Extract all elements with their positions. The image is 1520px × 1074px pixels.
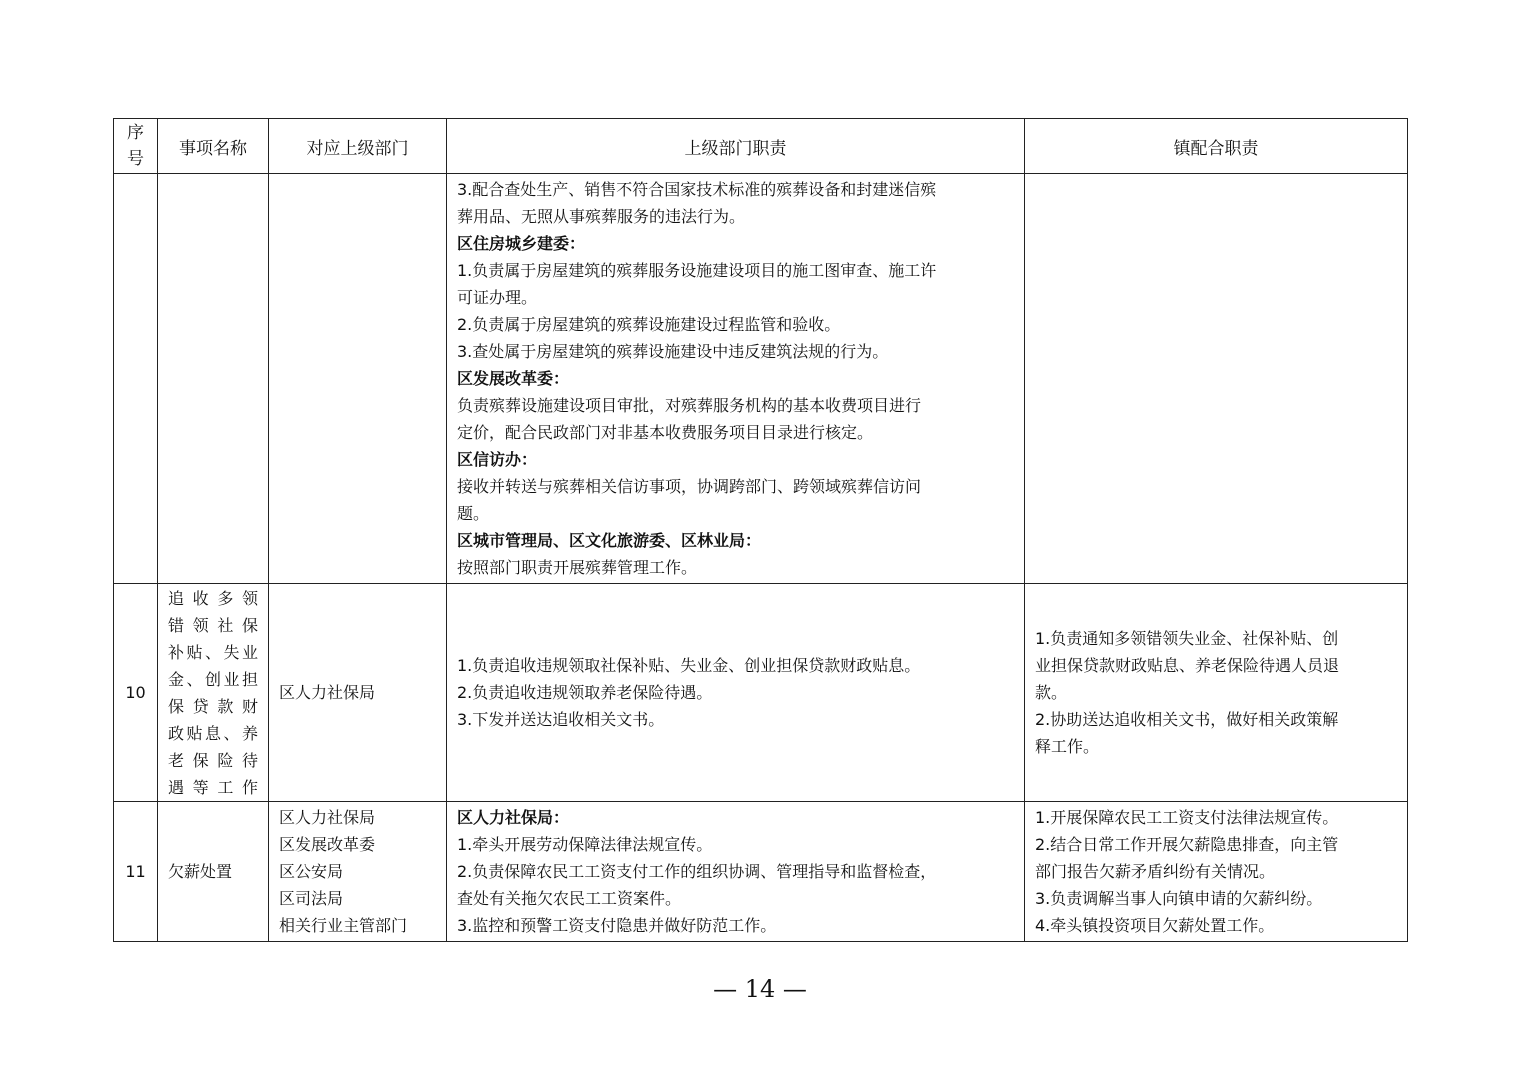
table-row <box>114 584 1408 802</box>
dept-name: 区公安局 <box>279 862 344 881</box>
header-no-top: 序 <box>127 123 144 143</box>
cell-no: 10 <box>114 584 158 802</box>
item-name-line: 政贴息、养 <box>168 723 258 743</box>
town-duty-line: 业担保贷款财政贴息、养老保险待遇人员退 <box>1035 656 1340 675</box>
cell-upper-duties <box>447 802 1025 942</box>
duty-dept-heading: 区城市管理局、区文化旅游委、区林业局： <box>457 531 762 550</box>
dept-name: 相关行业主管部门 <box>279 916 408 935</box>
cell-town-duties <box>1025 174 1408 584</box>
duty-line: 1.负责追收违规领取社保补贴、失业金、创业担保贷款财政贴息。 <box>457 656 921 675</box>
header-no <box>114 119 158 174</box>
town-duty-line: 部门报告欠薪矛盾纠纷有关情况。 <box>1035 862 1276 881</box>
item-name-line: 保贷款财 <box>168 696 258 716</box>
duty-line: 3.下发并送达追收相关文书。 <box>457 710 665 729</box>
header-resp: 上级部门职责 <box>447 119 1025 174</box>
duty-line: 3.监控和预警工资支付隐患并做好防范工作。 <box>457 916 777 935</box>
cell-item-name <box>158 802 269 942</box>
duty-line: 2.负责保障农民工工资支付工作的组织协调、管理指导和监督检查， <box>457 862 937 881</box>
cell-item-name <box>158 174 269 584</box>
cell-dept <box>269 802 447 942</box>
duty-line: 可证办理。 <box>457 288 538 307</box>
cell-upper-duties <box>447 174 1025 584</box>
duty-dept-heading: 区信访办： <box>457 450 538 469</box>
duty-line: 负责殡葬设施建设项目审批，对殡葬服务机构的基本收费项目进行 <box>457 396 922 415</box>
cell-upper-duties <box>447 584 1025 802</box>
header-no-bottom: 号 <box>127 149 144 169</box>
item-name-line: 遇等工作 <box>168 777 258 797</box>
duty-line: 2.负责追收违规领取养老保险待遇。 <box>457 683 713 702</box>
duty-table <box>113 118 1408 942</box>
item-name-line: 欠薪处置 <box>168 862 233 881</box>
duty-line: 定价，配合民政部门对非基本收费服务项目目录进行核定。 <box>457 423 874 442</box>
duty-line: 查处有关拖欠农民工工资案件。 <box>457 889 682 908</box>
header-town: 镇配合职责 <box>1025 119 1408 174</box>
duty-line: 接收并转送与殡葬相关信访事项，协调跨部门、跨领域殡葬信访问 <box>457 477 922 496</box>
dept-name: 区发展改革委 <box>279 835 376 854</box>
header-row <box>114 119 1408 174</box>
town-duty-line: 款。 <box>1035 683 1068 702</box>
duty-dept-heading: 区人力社保局： <box>457 808 570 827</box>
cell-no: 11 <box>114 802 158 942</box>
duty-dept-heading: 区住房城乡建委： <box>457 234 586 253</box>
town-duty-line: 4.牵头镇投资项目欠薪处置工作。 <box>1035 916 1275 935</box>
item-name-line: 老保险待 <box>168 750 258 770</box>
dept-name: 区人力社保局 <box>279 808 376 827</box>
item-name-line: 追收多领 <box>168 588 258 608</box>
town-duty-line: 释工作。 <box>1035 737 1100 756</box>
page-number: — 14 — <box>713 975 807 1003</box>
duty-line: 2.负责属于房屋建筑的殡葬设施建设过程监管和验收。 <box>457 315 841 334</box>
duty-line: 3.查处属于房屋建筑的殡葬设施建设中违反建筑法规的行为。 <box>457 342 889 361</box>
duty-line: 3.配合查处生产、销售不符合国家技术标准的殡葬设备和封建迷信殡 <box>457 180 937 199</box>
table-body <box>114 174 1408 942</box>
cell-no <box>114 174 158 584</box>
town-duty-line: 3.负责调解当事人向镇申请的欠薪纠纷。 <box>1035 889 1323 908</box>
cell-dept <box>269 174 447 584</box>
dept-name: 区司法局 <box>279 889 344 908</box>
cell-item-name <box>158 584 269 802</box>
duty-line: 题。 <box>457 504 490 523</box>
town-duty-line: 1.负责通知多领错领失业金、社保补贴、创 <box>1035 629 1339 648</box>
cell-dept <box>269 584 447 802</box>
town-duty-line: 1.开展保障农民工工资支付法律法规宣传。 <box>1035 808 1339 827</box>
duty-line: 1.牵头开展劳动保障法律法规宣传。 <box>457 835 713 854</box>
duty-dept-heading: 区发展改革委： <box>457 369 570 388</box>
item-name-line: 错领社保 <box>168 615 258 635</box>
cell-town-duties <box>1025 802 1408 942</box>
duty-line: 1.负责属于房屋建筑的殡葬服务设施建设项目的施工图审查、施工许 <box>457 261 937 280</box>
table-row <box>114 802 1408 942</box>
duty-line: 葬用品、无照从事殡葬服务的违法行为。 <box>457 207 746 226</box>
town-duty-line: 2.结合日常工作开展欠薪隐患排查，向主管 <box>1035 835 1339 854</box>
town-duty-line: 2.协助送达追收相关文书，做好相关政策解 <box>1035 710 1339 729</box>
dept-name: 区人力社保局 <box>279 683 376 702</box>
header-dept: 对应上级部门 <box>269 119 447 174</box>
header-name: 事项名称 <box>158 119 269 174</box>
duty-line: 按照部门职责开展殡葬管理工作。 <box>457 558 698 577</box>
item-name-line: 金、创业担 <box>168 669 258 689</box>
table-row <box>114 174 1408 584</box>
item-name-line: 补贴、失业 <box>168 642 258 662</box>
cell-town-duties <box>1025 584 1408 802</box>
